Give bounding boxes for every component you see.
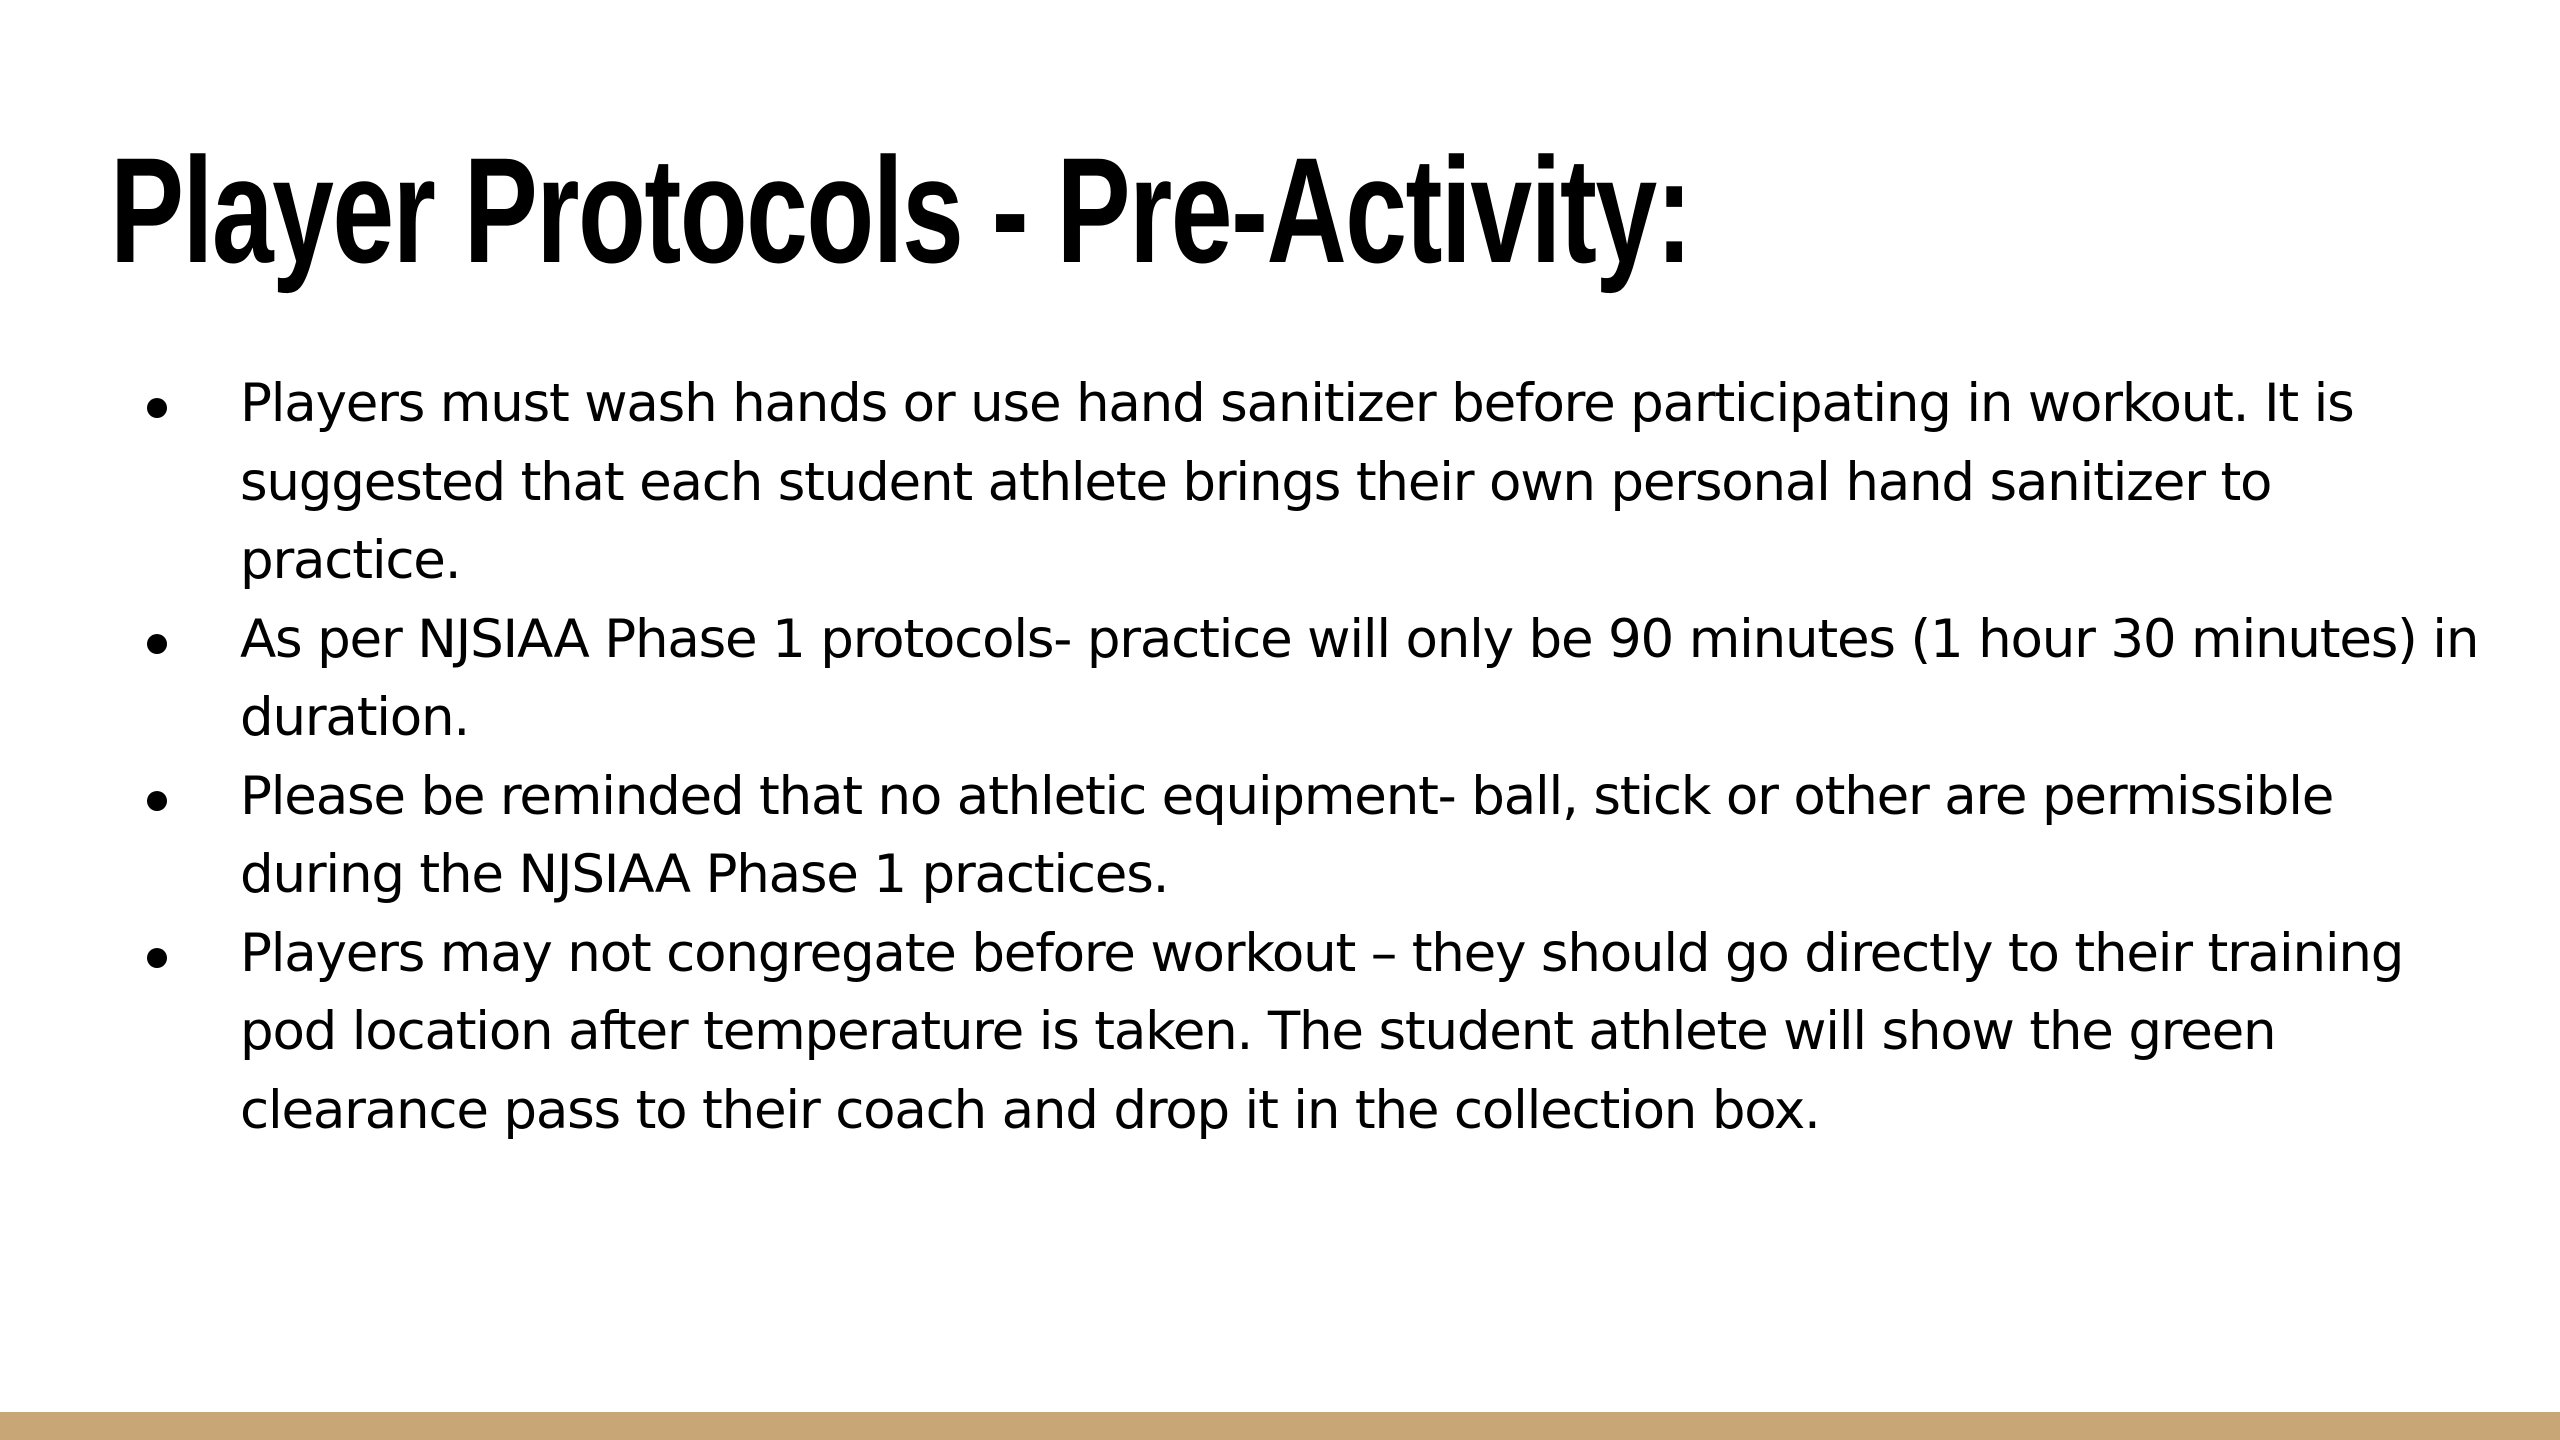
bullet-text: Please be reminded that no athletic equipment- ball, stick or other are permissible during the NJSIAA Phase 1 practices. <box>240 765 2334 905</box>
bullet-dot-icon <box>147 948 167 968</box>
bullet-dot-icon <box>147 398 167 418</box>
bullet-item <box>240 915 2480 1151</box>
bullet-text: As per NJSIAA Phase 1 protocols- practice will only be 90 minutes (1 hour 30 minutes) in duration. <box>240 608 2479 748</box>
bullet-item <box>240 601 2480 758</box>
bullet-text: Players must wash hands or use hand sanitizer before participating in workout. It is suggested that each student athlete brings their own personal hand sanitizer to practice. <box>240 373 2354 591</box>
bullet-list <box>240 365 2480 1150</box>
slide-title: Player Protocols - Pre-Activity: <box>110 126 1692 294</box>
bullet-dot-icon <box>147 634 167 654</box>
bullet-item <box>240 758 2480 915</box>
bullet-text: Players may not congregate before workout – they should go directly to their training pod location after temperature is taken. The student athlete will show the green clearance pass to their coach and drop it in the collection box. <box>240 922 2404 1141</box>
accent-bottom-bar <box>0 1412 2560 1440</box>
bullet-item <box>240 365 2480 601</box>
bullet-dot-icon <box>147 791 167 811</box>
